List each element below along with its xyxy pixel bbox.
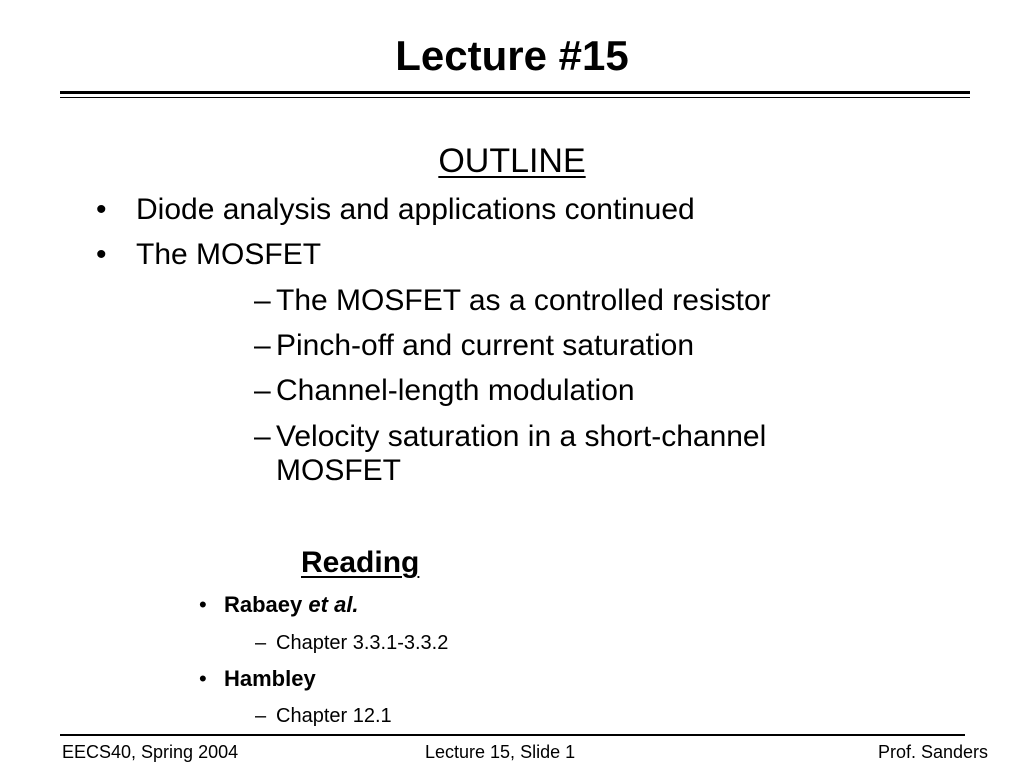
outline-item: The MOSFET bbox=[136, 238, 322, 271]
footer-slide-number: Lecture 15, Slide 1 bbox=[425, 742, 576, 762]
bullet-icon: • bbox=[96, 193, 107, 226]
footer-course: EECS40, Spring 2004 bbox=[62, 742, 239, 762]
bullet-icon: • bbox=[199, 666, 207, 691]
slide-title: Lecture #15 bbox=[395, 32, 629, 79]
reading-source bbox=[224, 665, 316, 693]
reading-heading: Reading bbox=[301, 546, 420, 579]
reading-author: Hambley bbox=[224, 666, 316, 691]
outline-item: Diode analysis and applications continued bbox=[136, 193, 695, 226]
reading-author-suffix: et al. bbox=[308, 592, 359, 617]
title-divider-thin bbox=[60, 97, 970, 98]
reading-author: Rabaey bbox=[224, 592, 303, 617]
reading-source bbox=[224, 591, 359, 619]
dash-icon: – bbox=[254, 420, 271, 453]
bullet-icon: • bbox=[199, 592, 207, 617]
footer-divider bbox=[60, 734, 965, 736]
dash-icon: – bbox=[255, 705, 267, 727]
footer-instructor: Prof. Sanders bbox=[877, 742, 988, 762]
outline-subitem: Channel-length modulation bbox=[276, 374, 635, 407]
reading-chapter: Chapter 3.3.1-3.3.2 bbox=[276, 632, 449, 654]
dash-icon: – bbox=[254, 374, 271, 407]
bullet-icon: • bbox=[96, 238, 107, 271]
outline-subitem: Velocity saturation in a short-channel MOSFET bbox=[276, 420, 767, 487]
reading-chapter: Chapter 12.1 bbox=[276, 705, 392, 727]
outline-subitem: The MOSFET as a controlled resistor bbox=[276, 284, 771, 317]
outline-heading: OUTLINE bbox=[438, 142, 586, 180]
outline-subitem: Pinch-off and current saturation bbox=[276, 329, 695, 362]
dash-icon: – bbox=[254, 284, 271, 317]
title-divider-thick bbox=[60, 91, 970, 94]
dash-icon: – bbox=[255, 632, 267, 654]
dash-icon: – bbox=[254, 329, 271, 362]
